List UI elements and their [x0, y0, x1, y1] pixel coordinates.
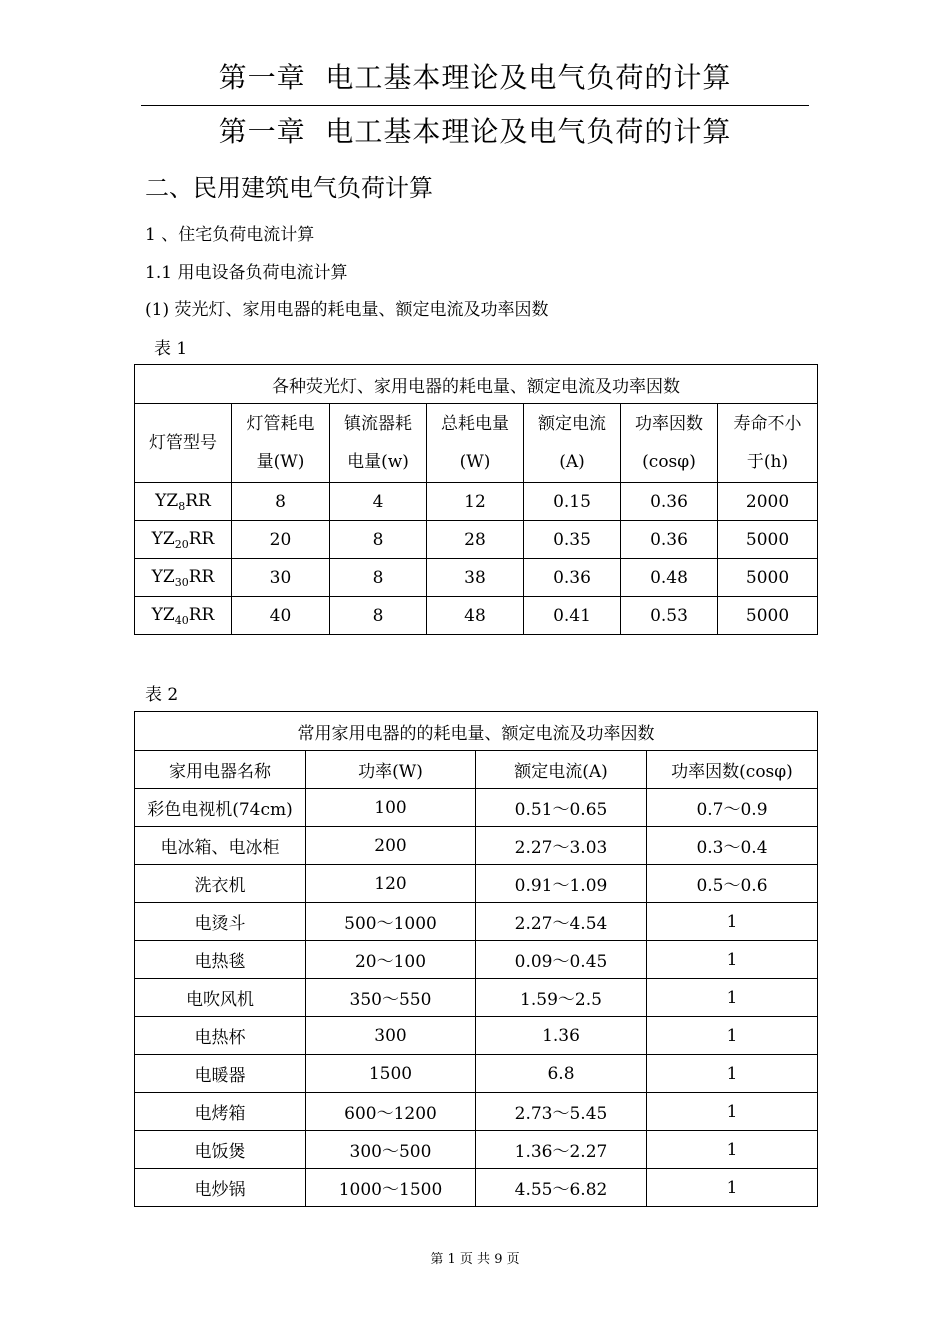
- table1-cell: 0.41: [524, 597, 621, 635]
- table2-cell: 2.27～4.54: [476, 903, 647, 941]
- table1-header-cell: [135, 404, 232, 483]
- table1-cell: 0.53: [621, 597, 718, 635]
- appliance-name-cell: 电热杯: [135, 1017, 306, 1055]
- table2-row: [135, 1169, 818, 1207]
- model-cell: [135, 559, 232, 597]
- table2-cell: 1: [647, 1017, 818, 1055]
- table1-header-cell: [427, 404, 524, 483]
- model-prefix: YZ: [151, 528, 175, 549]
- table1-cell: 30: [232, 559, 330, 597]
- model-subscript: 20: [174, 537, 189, 551]
- table1-header-text: (W): [459, 452, 491, 472]
- table1-header-cell: [232, 404, 330, 483]
- table1-cell: 0.48: [621, 559, 718, 597]
- model-prefix: YZ: [151, 604, 175, 625]
- table1-row: [135, 597, 818, 635]
- model-subscript: 30: [174, 575, 189, 589]
- header-rule: [141, 105, 809, 106]
- table2-row: [135, 941, 818, 979]
- page-footer: 第 1 页 共 9 页: [430, 1252, 520, 1267]
- appliance-name-cell: 洗衣机: [135, 865, 306, 903]
- table2-cell: 0.51～0.65: [476, 789, 647, 827]
- table1-row: [135, 521, 818, 559]
- table1-row: [135, 483, 818, 521]
- chapter-title: 第一章 电工基本理论及电气负荷的计算: [218, 115, 732, 148]
- table1-header-text: 量(W): [256, 452, 305, 472]
- table2-cell: 200: [306, 827, 476, 865]
- model-subscript: 40: [174, 613, 189, 627]
- table2-cell: 0.09～0.45: [476, 941, 647, 979]
- table2-title: 常用家用电器的的耗电量、额定电流及功率因数: [135, 712, 818, 751]
- table2-row: [135, 1131, 818, 1169]
- table2-cell: 1000～1500: [306, 1169, 476, 1207]
- table2-cell: 2.27～3.03: [476, 827, 647, 865]
- table1-header-text: 于(h): [746, 452, 789, 472]
- appliance-name-cell: 电吹风机: [135, 979, 306, 1017]
- table1-cell: 8: [330, 597, 427, 635]
- table1-cell: 0.35: [524, 521, 621, 559]
- appliance-name-cell: 电冰箱、电冰柜: [135, 827, 306, 865]
- table2-cell: 20～100: [306, 941, 476, 979]
- table1-header-cell: [621, 404, 718, 483]
- item-heading: (1) 荧光灯、家用电器的耗电量、额定电流及功率因数: [145, 300, 549, 320]
- table1-cell: 12: [427, 483, 524, 521]
- model-cell: [135, 521, 232, 559]
- table2-cell: 0.5～0.6: [647, 865, 818, 903]
- table-1: [134, 364, 818, 635]
- model-suffix: RR: [185, 490, 211, 511]
- table2-cell: 1: [647, 979, 818, 1017]
- table2-cell: 4.55～6.82: [476, 1169, 647, 1207]
- table1-header-text: 灯管型号: [149, 433, 217, 453]
- table2-cell: 1: [647, 1055, 818, 1093]
- table1-header-cell: [718, 404, 818, 483]
- table2-cell: 0.3～0.4: [647, 827, 818, 865]
- model-suffix: RR: [188, 528, 215, 549]
- table1-header-row: [135, 404, 818, 483]
- table1-cell: 28: [427, 521, 524, 559]
- table2-row: [135, 789, 818, 827]
- table1-header-text: 功率因数: [635, 414, 703, 434]
- model-cell: [135, 597, 232, 635]
- model-subscript: 8: [178, 499, 186, 513]
- table2-cell: 1: [647, 1131, 818, 1169]
- table2-header-row: [135, 751, 818, 789]
- table2-cell: 120: [306, 865, 476, 903]
- table1-cell: 0.36: [621, 483, 718, 521]
- table1-header-text: (A): [559, 452, 585, 472]
- table2-cell: 1: [647, 903, 818, 941]
- table2-header-cell: 功率(W): [306, 751, 476, 789]
- table1-cell: 5000: [718, 597, 818, 635]
- table1-header-text: 镇流器耗: [344, 414, 412, 434]
- table1-header-text: (cosφ): [642, 452, 696, 472]
- table1-cell: 2000: [718, 483, 818, 521]
- table2-cell: 0.91～1.09: [476, 865, 647, 903]
- table1-cell: 40: [232, 597, 330, 635]
- table2-cell: 1: [647, 941, 818, 979]
- table1-cell: 0.15: [524, 483, 621, 521]
- table2-row: [135, 1017, 818, 1055]
- model-cell: [135, 483, 232, 521]
- model-suffix: RR: [188, 566, 215, 587]
- table1-header-cell: [524, 404, 621, 483]
- table2-cell: 600～1200: [306, 1093, 476, 1131]
- table1-header-text: 总耗电量: [441, 414, 509, 434]
- table1-cell: 5000: [718, 521, 818, 559]
- table2-cell: 0.7～0.9: [647, 789, 818, 827]
- table1-cell: 0.36: [621, 521, 718, 559]
- section-title: 二、民用建筑电气负荷计算: [145, 174, 433, 202]
- table1-header-text: 额定电流: [538, 414, 606, 434]
- table2-cell: 500～1000: [306, 903, 476, 941]
- table1-header-text: 寿命不小: [733, 414, 802, 434]
- appliance-name-cell: 电热毯: [135, 941, 306, 979]
- table1-cell: 5000: [718, 559, 818, 597]
- table1-cell: 20: [232, 521, 330, 559]
- table2-row: [135, 903, 818, 941]
- table1-label: 表 1: [154, 339, 188, 359]
- table2-row: [135, 979, 818, 1017]
- table1-header-cell: [330, 404, 427, 483]
- running-header: 第一章 电工基本理论及电气负荷的计算: [218, 61, 732, 94]
- model-prefix: YZ: [151, 566, 175, 587]
- table1-cell: 8: [330, 521, 427, 559]
- appliance-name-cell: 电烫斗: [135, 903, 306, 941]
- subsection-heading: 1 、住宅负荷电流计算: [145, 225, 315, 245]
- subsubsection-heading: 1.1 用电设备负荷电流计算: [145, 263, 348, 283]
- appliance-name-cell: 彩色电视机(74cm): [135, 789, 306, 827]
- table2-header-cell: 功率因数(cosφ): [647, 751, 818, 789]
- table1-cell: 0.36: [524, 559, 621, 597]
- table2-cell: 100: [306, 789, 476, 827]
- table1-cell: 8: [330, 559, 427, 597]
- table2-cell: 300: [306, 1017, 476, 1055]
- table2-cell: 1.36: [476, 1017, 647, 1055]
- table1-title: 各种荧光灯、家用电器的耗电量、额定电流及功率因数: [135, 365, 818, 404]
- table2-cell: 1500: [306, 1055, 476, 1093]
- table2-cell: 6.8: [476, 1055, 647, 1093]
- table1-row: [135, 559, 818, 597]
- table2-cell: 350～550: [306, 979, 476, 1017]
- appliance-name-cell: 电饭煲: [135, 1131, 306, 1169]
- table-2: [134, 711, 818, 1207]
- table2-cell: 1: [647, 1093, 818, 1131]
- table1-cell: 48: [427, 597, 524, 635]
- model-suffix: RR: [188, 604, 215, 625]
- table2-header-cell: 家用电器名称: [135, 751, 306, 789]
- table2-cell: 2.73～5.45: [476, 1093, 647, 1131]
- model-prefix: YZ: [155, 490, 179, 511]
- table2-row: [135, 1055, 818, 1093]
- table1-cell: 38: [427, 559, 524, 597]
- table2-cell: 300～500: [306, 1131, 476, 1169]
- table2-row: [135, 865, 818, 903]
- appliance-name-cell: 电烤箱: [135, 1093, 306, 1131]
- table2-cell: 1.36～2.27: [476, 1131, 647, 1169]
- table2-cell: 1: [647, 1169, 818, 1207]
- table1-header-text: 电量(w): [347, 452, 409, 472]
- appliance-name-cell: 电暖器: [135, 1055, 306, 1093]
- table1-cell: 4: [330, 483, 427, 521]
- table1-cell: 8: [232, 483, 330, 521]
- table2-row: [135, 1093, 818, 1131]
- table2-label: 表 2: [145, 685, 179, 705]
- table2-header-cell: 额定电流(A): [476, 751, 647, 789]
- table2-cell: 1.59～2.5: [476, 979, 647, 1017]
- appliance-name-cell: 电炒锅: [135, 1169, 306, 1207]
- table2-row: [135, 827, 818, 865]
- table1-header-text: 灯管耗电: [246, 414, 315, 434]
